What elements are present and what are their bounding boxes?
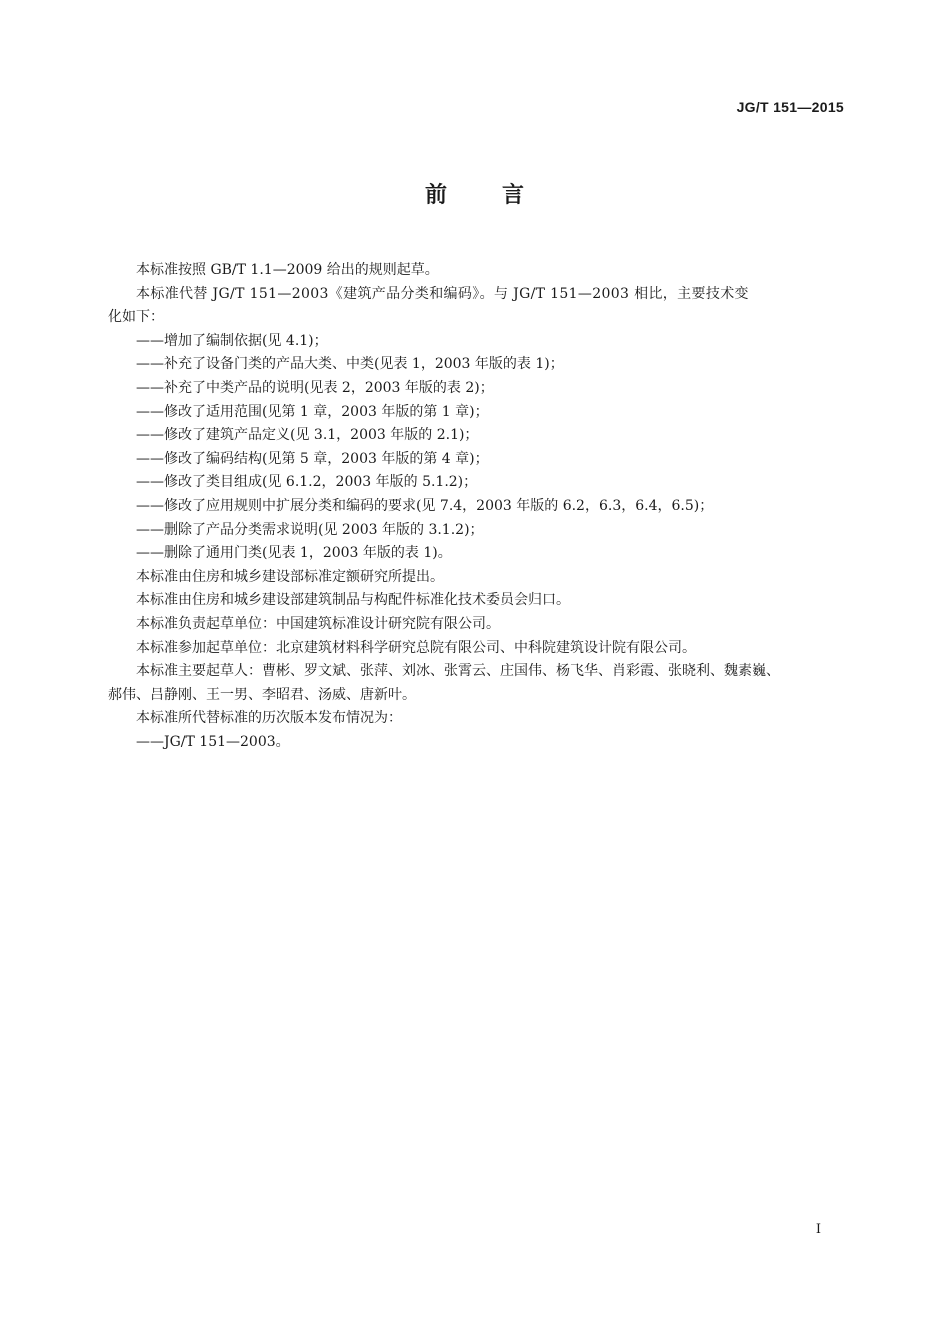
paragraph-drafting-rules: 本标准按照 GB/T 1.1—2009 给出的规则起草。 bbox=[136, 262, 439, 278]
version-history-item: ——JG/T 151—2003。 bbox=[136, 733, 290, 750]
paragraph-proposer: 本标准由住房和城乡建设部标准定额研究所提出。 bbox=[136, 568, 444, 585]
page-title-char-2: 言 bbox=[502, 183, 526, 208]
change-item: ——修改了编码结构(见第 5 章，2003 年版的第 4 章)； bbox=[136, 450, 489, 467]
standard-code: JG/T 151—2015 bbox=[736, 99, 844, 115]
change-item: ——增加了编制依据(见 4.1)； bbox=[136, 332, 328, 349]
page-title bbox=[0, 178, 950, 209]
change-item: ——修改了建筑产品定义(见 3.1，2003 年版的 2.1)； bbox=[136, 427, 479, 444]
page-number: I bbox=[815, 1222, 821, 1237]
paragraph-version-history: 本标准所代替标准的历次版本发布情况为： bbox=[136, 710, 402, 727]
change-item: ——修改了应用规则中扩展分类和编码的要求(见 7.4，2003 年版的 6.2，6.3，6.4，6.5)； bbox=[136, 497, 714, 514]
paragraph-replacement: 本标准代替 JG/T 151—2003《建筑产品分类和编码》。与 JG/T 151—2003 相比，主要技术变 bbox=[136, 285, 749, 302]
paragraph-main-drafters-cont: 郝伟、吕静刚、王一男、李昭君、汤威、唐新叶。 bbox=[108, 686, 416, 703]
change-item: ——删除了产品分类需求说明(见 2003 年版的 3.1.2)； bbox=[136, 521, 484, 538]
change-item: ——补充了设备门类的产品大类、中类(见表 1，2003 年版的表 1)； bbox=[136, 356, 564, 373]
change-item: ——修改了类目组成(见 6.1.2，2003 年版的 5.1.2)； bbox=[136, 474, 478, 491]
paragraph-main-drafters: 本标准主要起草人：曹彬、罗文斌、张萍、刘冰、张霄云、庄国伟、杨飞华、肖彩霞、张晓利、魏素巍、 bbox=[136, 663, 780, 680]
change-item: ——修改了适用范围(见第 1 章，2003 年版的第 1 章)； bbox=[136, 403, 489, 420]
paragraph-lead-drafter: 本标准负责起草单位：中国建筑标准设计研究院有限公司。 bbox=[136, 615, 500, 632]
paragraph-participating-drafters: 本标准参加起草单位：北京建筑材料科学研究总院有限公司、中科院建筑设计院有限公司。 bbox=[136, 639, 696, 656]
paragraph-committee: 本标准由住房和城乡建设部建筑制品与构配件标准化技术委员会归口。 bbox=[136, 592, 570, 609]
change-item: ——补充了中类产品的说明(见表 2，2003 年版的表 2)； bbox=[136, 379, 494, 396]
page-title-char-1: 前 bbox=[424, 183, 448, 208]
change-item: ——删除了通用门类(见表 1，2003 年版的表 1)。 bbox=[136, 545, 452, 562]
foreword-body bbox=[108, 259, 844, 754]
paragraph-replacement-cont: 化如下： bbox=[108, 309, 164, 326]
